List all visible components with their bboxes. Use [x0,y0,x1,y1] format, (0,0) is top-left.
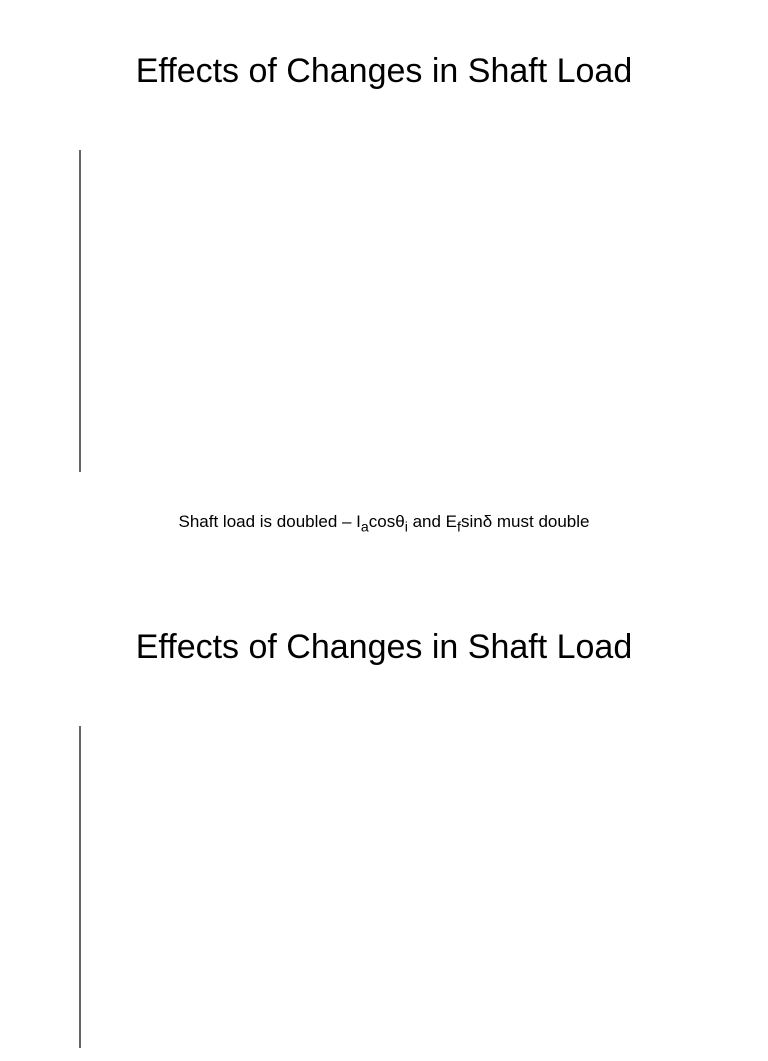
caption-text-3: and E [407,512,458,531]
caption-text-2: cosθ [368,512,405,531]
diagram-caption [0,512,768,535]
caption-sub-i: i [404,519,408,536]
slide-title: Effects of Changes in Shaft Load [135,52,633,90]
caption-text-4: sinδ must double [460,512,590,531]
caption-sub-f: f [457,519,461,536]
slide-title: Effects of Changes in Shaft Load [135,628,633,666]
caption-text-1: Shaft load is doubled – I [178,512,361,531]
phasor-diagram [55,688,695,1024]
caption-sub-a: a [360,519,369,536]
phasor-diagram [55,112,695,480]
